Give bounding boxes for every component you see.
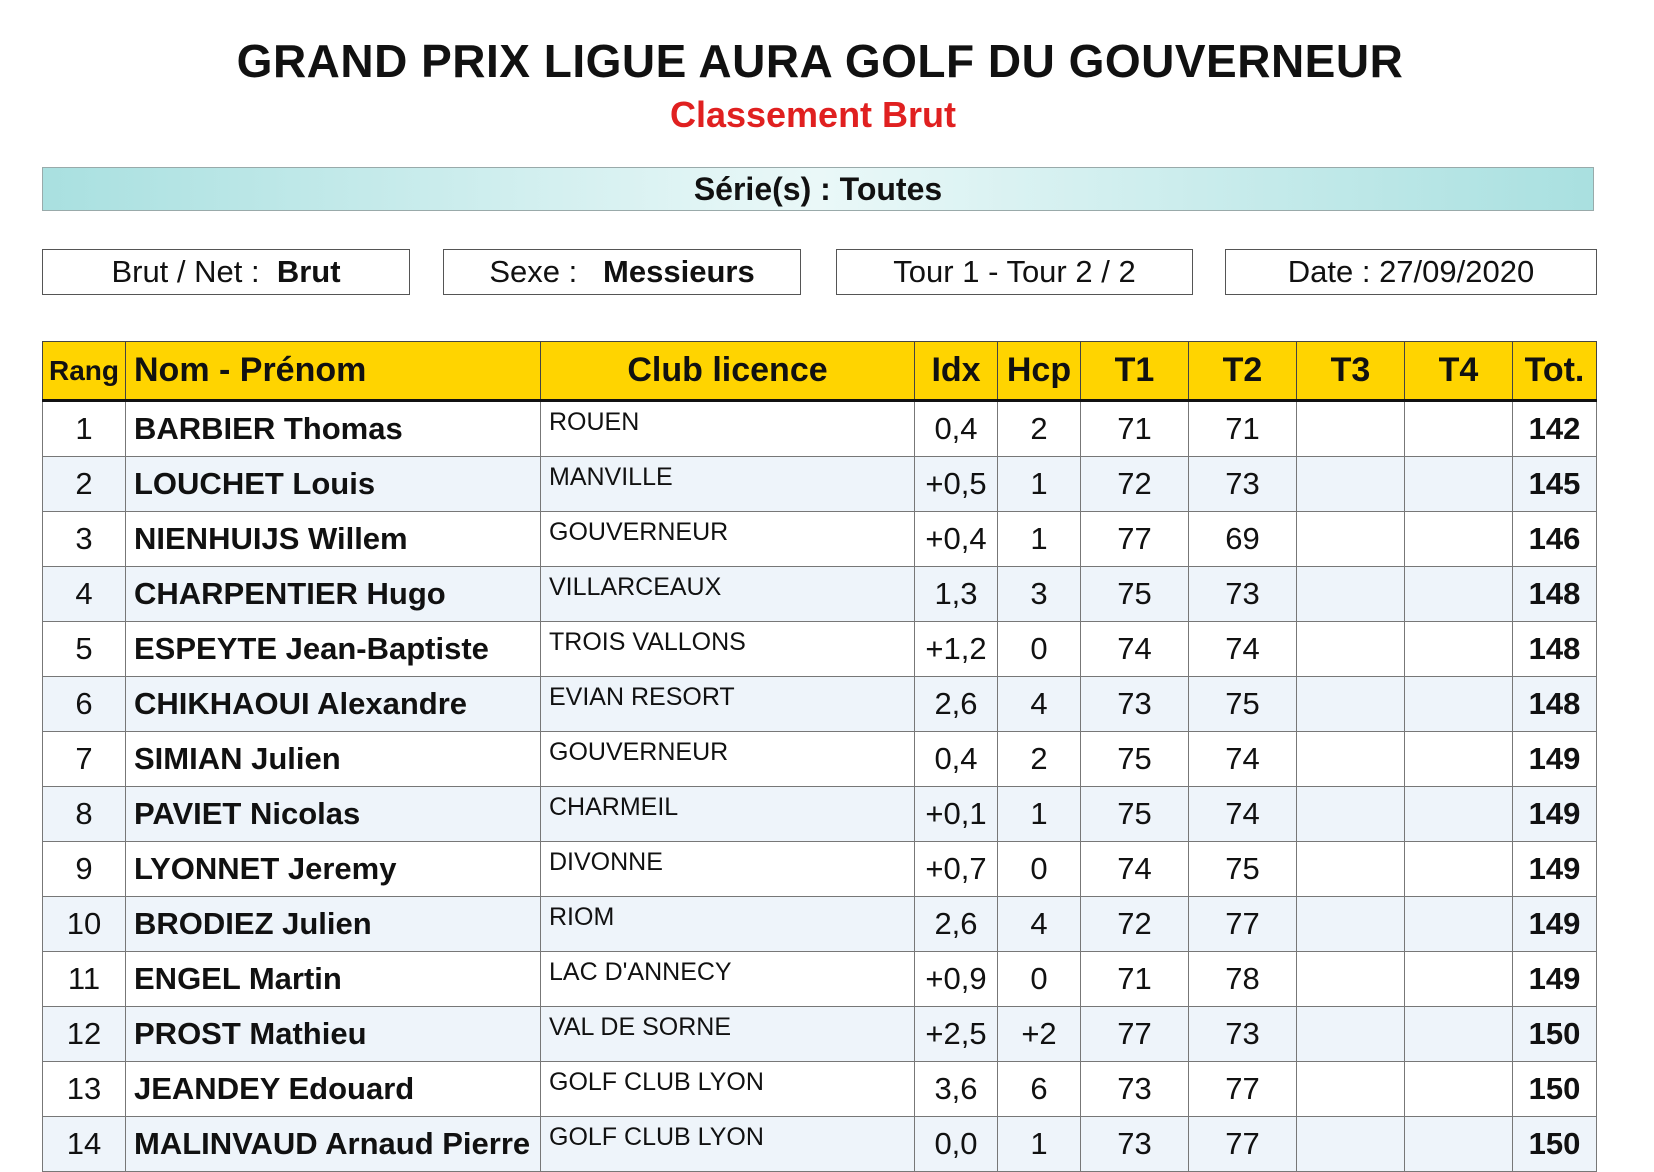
cell-t2: 75 [1189,842,1297,897]
cell-t1: 73 [1081,1117,1189,1172]
cell-hcp: 2 [998,732,1081,787]
cell-t3 [1297,622,1405,677]
cell-t3 [1297,401,1405,457]
table-row [43,732,1597,787]
cell-club: GOUVERNEUR [541,512,915,567]
col-hcp: Hcp [998,342,1081,401]
cell-tot: 149 [1513,787,1597,842]
cell-nom: LOUCHET Louis [126,457,541,512]
cell-nom: JEANDEY Edouard [126,1062,541,1117]
cell-t2: 73 [1189,567,1297,622]
col-t4: T4 [1405,342,1513,401]
cell-t1: 75 [1081,732,1189,787]
table-row [43,897,1597,952]
cell-idx: 0,4 [915,732,998,787]
brut-net-label: Brut / Net : [111,254,260,289]
cell-rang: 13 [43,1062,126,1117]
cell-club: DIVONNE [541,842,915,897]
cell-tot: 149 [1513,842,1597,897]
table-row [43,1117,1597,1172]
cell-t4 [1405,1062,1513,1117]
cell-t2: 75 [1189,677,1297,732]
cell-hcp: +2 [998,1007,1081,1062]
cell-t2: 74 [1189,732,1297,787]
cell-t4 [1405,677,1513,732]
sexe-value: Messieurs [603,254,755,289]
tour-value: Tour 1 - Tour 2 / 2 [893,254,1136,289]
cell-idx: +0,9 [915,952,998,1007]
cell-t3 [1297,787,1405,842]
cell-nom: ENGEL Martin [126,952,541,1007]
cell-tot: 150 [1513,1007,1597,1062]
table-row [43,677,1597,732]
cell-t2: 73 [1189,1007,1297,1062]
table-row [43,952,1597,1007]
cell-t2: 71 [1189,401,1297,457]
cell-t3 [1297,567,1405,622]
sexe-label: Sexe : [489,254,578,289]
cell-t3 [1297,897,1405,952]
cell-t3 [1297,952,1405,1007]
cell-t4 [1405,1007,1513,1062]
cell-nom: BRODIEZ Julien [126,897,541,952]
cell-nom: BARBIER Thomas [126,401,541,457]
date-value: Date : 27/09/2020 [1287,254,1535,289]
cell-club: GOLF CLUB LYON [541,1062,915,1117]
cell-hcp: 1 [998,1117,1081,1172]
cell-t4 [1405,1117,1513,1172]
cell-t2: 73 [1189,457,1297,512]
cell-t4 [1405,622,1513,677]
cell-t1: 73 [1081,677,1189,732]
cell-rang: 1 [43,401,126,457]
cell-tot: 148 [1513,677,1597,732]
cell-t3 [1297,842,1405,897]
cell-idx: 1,3 [915,567,998,622]
cell-hcp: 3 [998,567,1081,622]
col-club: Club licence [541,342,915,401]
cell-t1: 74 [1081,842,1189,897]
cell-nom: CHIKHAOUI Alexandre [126,677,541,732]
cell-idx: 3,6 [915,1062,998,1117]
col-idx: Idx [915,342,998,401]
cell-t2: 74 [1189,787,1297,842]
cell-tot: 148 [1513,622,1597,677]
cell-t2: 69 [1189,512,1297,567]
sexe-box [443,249,801,295]
cell-idx: +1,2 [915,622,998,677]
cell-t4 [1405,457,1513,512]
cell-club: RIOM [541,897,915,952]
cell-rang: 9 [43,842,126,897]
table-row [43,842,1597,897]
cell-hcp: 1 [998,787,1081,842]
cell-t2: 78 [1189,952,1297,1007]
cell-t1: 77 [1081,512,1189,567]
cell-idx: 2,6 [915,677,998,732]
series-banner: Série(s) : Toutes [42,167,1594,211]
table-row [43,401,1597,457]
cell-idx: +0,5 [915,457,998,512]
table-row [43,457,1597,512]
cell-idx: +2,5 [915,1007,998,1062]
cell-nom: PAVIET Nicolas [126,787,541,842]
cell-idx: 0,4 [915,401,998,457]
cell-t1: 71 [1081,952,1189,1007]
cell-t4 [1405,567,1513,622]
cell-hcp: 6 [998,1062,1081,1117]
table-row [43,622,1597,677]
col-nom: Nom - Prénom [126,342,541,401]
page-title: GRAND PRIX LIGUE AURA GOLF DU GOUVERNEUR [236,35,1404,87]
cell-t4 [1405,787,1513,842]
cell-club: LAC D'ANNECY [541,952,915,1007]
cell-rang: 7 [43,732,126,787]
cell-idx: +0,7 [915,842,998,897]
cell-idx: 2,6 [915,897,998,952]
cell-t1: 75 [1081,567,1189,622]
table-row [43,787,1597,842]
cell-rang: 10 [43,897,126,952]
cell-nom: SIMIAN Julien [126,732,541,787]
cell-hcp: 4 [998,897,1081,952]
cell-rang: 6 [43,677,126,732]
cell-tot: 146 [1513,512,1597,567]
col-t1: T1 [1081,342,1189,401]
cell-t1: 77 [1081,1007,1189,1062]
cell-club: ROUEN [541,401,915,457]
cell-tot: 150 [1513,1117,1597,1172]
cell-tot: 145 [1513,457,1597,512]
cell-rang: 5 [43,622,126,677]
cell-tot: 148 [1513,567,1597,622]
cell-club: EVIAN RESORT [541,677,915,732]
cell-hcp: 0 [998,842,1081,897]
col-t3: T3 [1297,342,1405,401]
col-t2: T2 [1189,342,1297,401]
cell-t3 [1297,1062,1405,1117]
cell-nom: MALINVAUD Arnaud Pierre [126,1117,541,1172]
cell-club: MANVILLE [541,457,915,512]
cell-t3 [1297,1007,1405,1062]
cell-rang: 11 [43,952,126,1007]
cell-t4 [1405,952,1513,1007]
cell-idx: +0,1 [915,787,998,842]
cell-t3 [1297,677,1405,732]
page-subtitle: Classement Brut [669,94,957,135]
cell-hcp: 2 [998,401,1081,457]
table-row [43,567,1597,622]
cell-rang: 12 [43,1007,126,1062]
cell-rang: 2 [43,457,126,512]
cell-t3 [1297,457,1405,512]
results-table [42,341,1597,1172]
cell-t1: 75 [1081,787,1189,842]
table-row [43,512,1597,567]
cell-hcp: 0 [998,952,1081,1007]
tour-box [836,249,1193,295]
cell-rang: 8 [43,787,126,842]
cell-t1: 71 [1081,401,1189,457]
cell-hcp: 1 [998,457,1081,512]
cell-tot: 149 [1513,952,1597,1007]
cell-hcp: 0 [998,622,1081,677]
cell-t1: 74 [1081,622,1189,677]
cell-rang: 3 [43,512,126,567]
cell-tot: 149 [1513,897,1597,952]
table-row [43,1062,1597,1117]
cell-t3 [1297,512,1405,567]
cell-t3 [1297,1117,1405,1172]
cell-tot: 150 [1513,1062,1597,1117]
table-header-row [43,342,1597,401]
cell-t3 [1297,732,1405,787]
cell-nom: PROST Mathieu [126,1007,541,1062]
cell-club: GOUVERNEUR [541,732,915,787]
cell-idx: 0,0 [915,1117,998,1172]
cell-nom: NIENHUIJS Willem [126,512,541,567]
cell-t2: 77 [1189,897,1297,952]
date-box [1225,249,1597,295]
cell-rang: 14 [43,1117,126,1172]
table-row [43,1007,1597,1062]
cell-rang: 4 [43,567,126,622]
cell-idx: +0,4 [915,512,998,567]
cell-tot: 149 [1513,732,1597,787]
col-rang: Rang [43,342,126,401]
cell-t1: 72 [1081,897,1189,952]
cell-club: TROIS VALLONS [541,622,915,677]
cell-nom: LYONNET Jeremy [126,842,541,897]
cell-club: GOLF CLUB LYON [541,1117,915,1172]
cell-t2: 77 [1189,1062,1297,1117]
cell-hcp: 4 [998,677,1081,732]
cell-t4 [1405,401,1513,457]
cell-tot: 142 [1513,401,1597,457]
cell-t2: 77 [1189,1117,1297,1172]
brut-net-value: Brut [276,254,341,289]
cell-club: CHARMEIL [541,787,915,842]
cell-hcp: 1 [998,512,1081,567]
cell-t1: 73 [1081,1062,1189,1117]
col-tot: Tot. [1513,342,1597,401]
cell-nom: ESPEYTE Jean-Baptiste [126,622,541,677]
table-body [43,401,1597,1172]
cell-t4 [1405,897,1513,952]
cell-club: VAL DE SORNE [541,1007,915,1062]
cell-t4 [1405,512,1513,567]
cell-t4 [1405,842,1513,897]
brut-net-box [42,249,410,295]
cell-t4 [1405,732,1513,787]
cell-club: VILLARCEAUX [541,567,915,622]
cell-t2: 74 [1189,622,1297,677]
cell-t1: 72 [1081,457,1189,512]
cell-nom: CHARPENTIER Hugo [126,567,541,622]
